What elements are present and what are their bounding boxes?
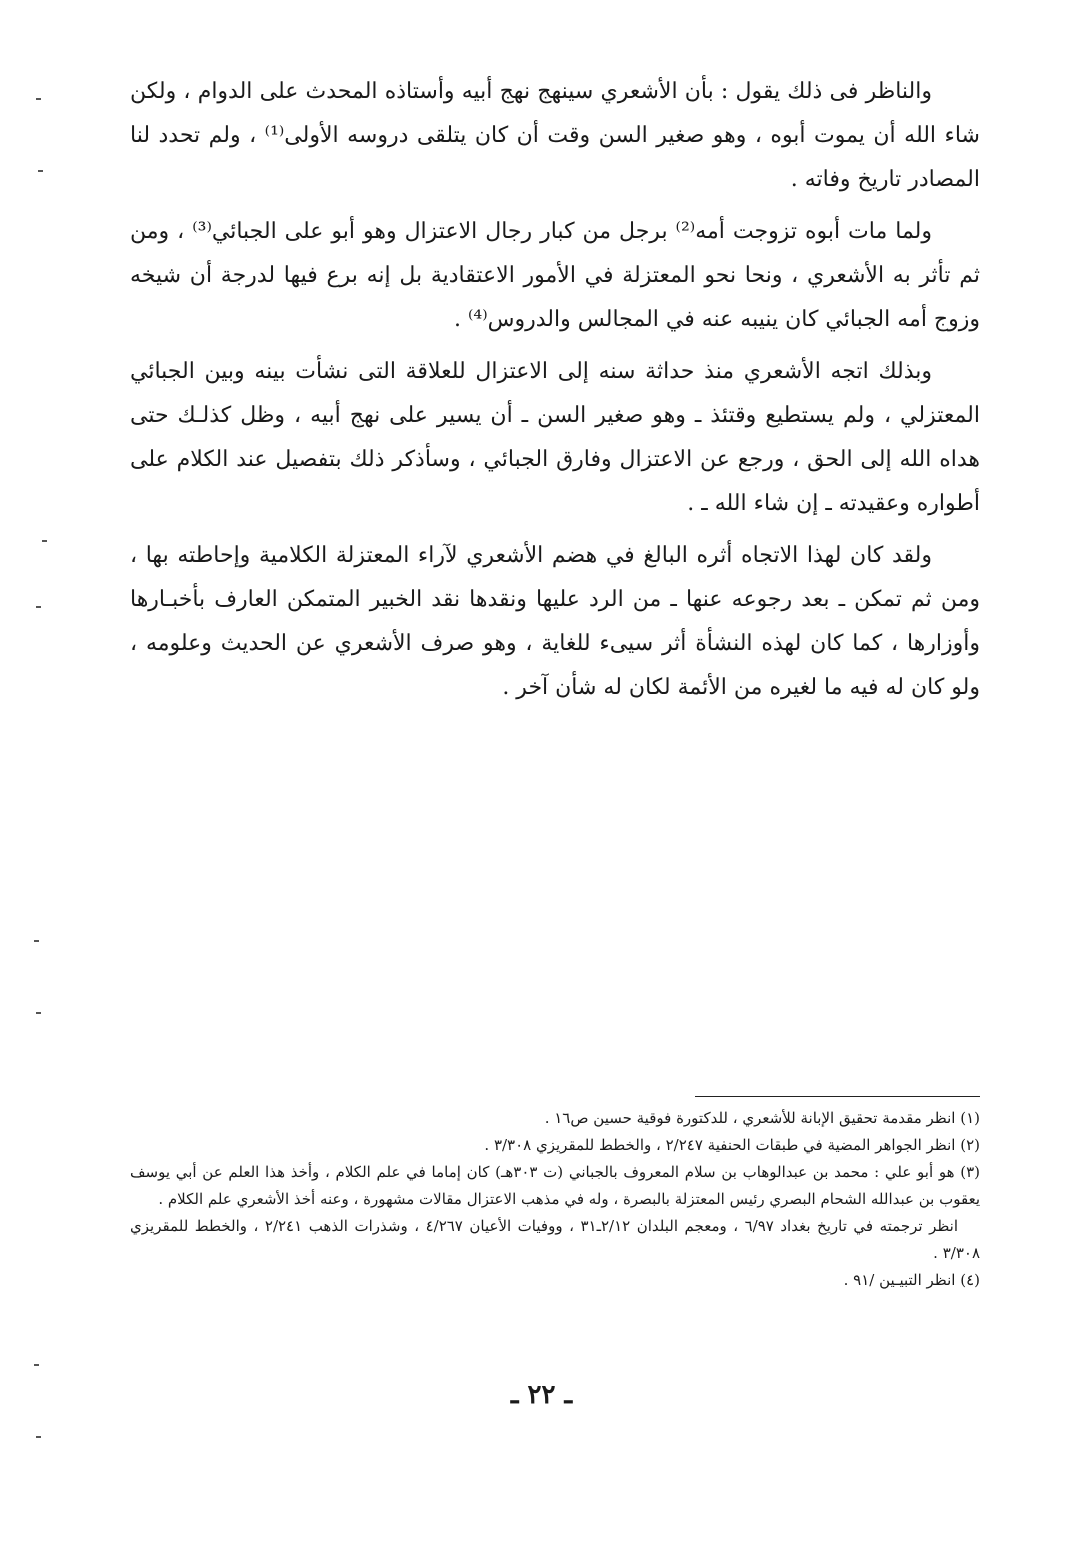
footnotes-section	[130, 1096, 980, 1294]
page-number: ـ ٢٢ ـ	[510, 1380, 573, 1410]
paragraph-2: ولما مات أبوه تزوجت أمه⁽²⁾ برجل من كبار رجال الاعتزال وهو أبو على الجبائي⁽³⁾ ، ومن ثم تأثر به الأشعري ، ونحا نحو المعتزلة في الأمور الاعتقادية بل إنه برع فيها لدرجة أن شيخه وزوج أمه الجبائي كان ينيبه عنه في المجالس والدروس⁽⁴⁾ .	[130, 219, 980, 332]
scan-mark	[36, 606, 41, 608]
scan-mark	[34, 940, 39, 942]
paragraph-3: وبذلك اتجه الأشعري منذ حداثة سنه إلى الاعتزال للعلاقة التى نشأت بينه وبين الجبائي المعتزلي ، ولم يستطيع وقتئذ ـ وهو صغير السن ـ أن يسير على نهج أبيه ، وظل كذلـك حتى هداه الله إلى الحق ، ورجع عن الاعتزال وفارق الجبائي ، وسأذكر ذلك بتفصيل عند الكلام على أطواره وعقيدته ـ إن شاء الله ـ .	[130, 359, 980, 516]
footnote-1: (١) انظر مقدمة تحقيق الإبانة للأشعري ، للدكتورة فوقية حسين ص١٦ .	[544, 1109, 980, 1127]
scan-mark	[38, 170, 43, 172]
footnote-divider	[695, 1096, 980, 1097]
footnote-4: (٤) انظر التبيـين /٩١ .	[843, 1271, 980, 1289]
scan-mark	[36, 98, 41, 100]
scan-mark	[42, 540, 47, 542]
page-body	[130, 70, 980, 718]
paragraph-1: والناظر فى ذلك يقول : بأن الأشعري سينهج نهج أبيه وأستاذه المحدث على الدوام ، ولكن شاء الله أن يموت أبوه ، وهو صغير السن وقت أن كان يتلقى دروسه الأولى⁽¹⁾ ، ولم تحدد لنا المصادر تاريخ وفاته .	[130, 79, 980, 192]
scan-mark	[36, 1436, 41, 1438]
scan-mark	[34, 1364, 39, 1366]
paragraph-4: ولقد كان لهذا الاتجاه أثره البالغ في هضم الأشعري لآراء المعتزلة الكلامية وإحاطته بها ، ومن ثم تمكن ـ بعد رجوعه عنها ـ من الرد عليها ونقدها نقد الخبير المتمكن العارف بأخبـارها وأوزارها ، كما كان لهذه النشأة أثر سيىء للغاية ، وهو صرف الأشعري عن الحديث وعلومه ، ولو كان له فيه ما لغيره من الأئمة لكان له شأن آخر .	[130, 543, 980, 700]
footnote-2: (٢) انظر الجواهر المضية في طبقات الحنفية ٢/٢٤٧ ، والخطط للمقريزي ٣/٣٠٨ .	[484, 1136, 980, 1154]
footnote-3-references: انظر ترجمته في تاريخ بغداد ٦/٩٧ ، ومعجم البلدان ٢/١٢ـ٣١ ، ووفيات الأعيان ٤/٢٦٧ ، وشذرات الذهب ٢/٢٤١ ، والخطط للمقريزي ٣/٣٠٨ .	[130, 1217, 980, 1262]
scan-mark	[36, 1012, 41, 1014]
footnote-3: (٣) هو أبو علي : محمد بن عبدالوهاب بن سلام المعروف بالجباني (ت ٣٠٣هـ) كان إماما في علم الكلام ، وأخذ هذا العلم عن أبي يوسف يعقوب بن عبدالله الشحام البصري رئيس المعتزلة بالبصرة ، وله في مذهب الاعتزال مقالات مشهورة ، وعنه أخذ الأشعري علم الكلام .	[130, 1163, 980, 1208]
